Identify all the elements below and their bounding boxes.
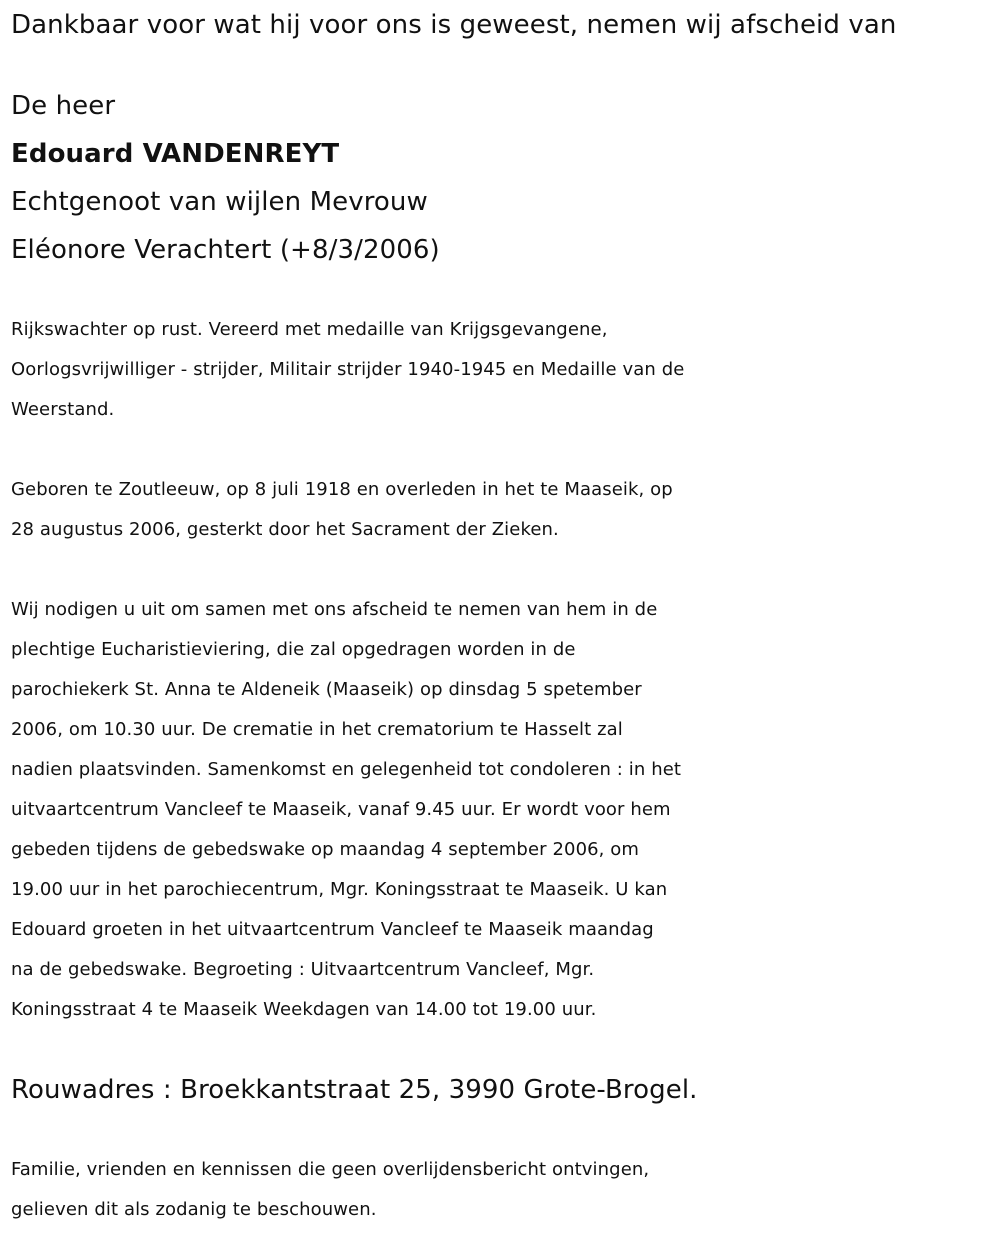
intro-text: Dankbaar voor wat hij voor ons is geweest, nemen wij afscheid van (11, 10, 897, 40)
ceremony-line: Edouard groeten in het uitvaartcentrum Vancleef te Maaseik maandag (11, 919, 654, 940)
ceremony-line: Wij nodigen u uit om samen met ons afscheid te nemen van hem in de (11, 599, 658, 620)
career-line: Weerstand. (11, 399, 115, 420)
ceremony-paragraph (11, 590, 996, 1030)
ceremony-line: uitvaartcentrum Vancleef te Maaseik, vanaf 9.45 uur. Er wordt voor hem (11, 799, 671, 820)
closing-paragraph (11, 1150, 996, 1230)
ceremony-line: na de gebedswake. Begroeting : Uitvaartcentrum Vancleef, Mgr. (11, 959, 595, 980)
closing-line: Familie, vrienden en kennissen die geen overlijdensbericht ontvingen, (11, 1159, 650, 1180)
deceased-name: Edouard VANDENREYT (11, 139, 340, 169)
spouse-line-1: Echtgenoot van wijlen Mevrouw (11, 187, 428, 217)
ceremony-line: gebeden tijdens de gebedswake op maandag 4 september 2006, om (11, 839, 640, 860)
spouse-line-2: Eléonore Verachtert (+8/3/2006) (11, 235, 440, 265)
birth-death-line: 28 augustus 2006, gesterkt door het Sacrament der Zieken. (11, 519, 559, 540)
closing-line: gelieven dit als zodanig te beschouwen. (11, 1199, 377, 1220)
ceremony-line: nadien plaatsvinden. Samenkomst en gelegenheid tot condoleren : in het (11, 759, 682, 780)
ceremony-line: Koningsstraat 4 te Maaseik Weekdagen van 14.00 tot 19.00 uur. (11, 999, 597, 1020)
ceremony-line: 2006, om 10.30 uur. De crematie in het crematorium te Hasselt zal (11, 719, 623, 740)
mourning-address: Rouwadres : Broekkantstraat 25, 3990 Grote-Brogel. (11, 1075, 698, 1105)
birth-death-line: Geboren te Zoutleeuw, op 8 juli 1918 en overleden in het te Maaseik, op (11, 479, 673, 500)
ceremony-line: plechtige Eucharistieviering, die zal opgedragen worden in de (11, 639, 576, 660)
ceremony-line: parochiekerk St. Anna te Aldeneik (Maaseik) op dinsdag 5 spetember (11, 679, 642, 700)
career-line: Rijkswachter op rust. Vereerd met medaille van Krijgsgevangene, (11, 319, 608, 340)
career-line: Oorlogsvrijwilliger - strijder, Militair strijder 1940-1945 en Medaille van de (11, 359, 685, 380)
ceremony-line: 19.00 uur in het parochiecentrum, Mgr. Koningsstraat te Maaseik. U kan (11, 879, 668, 900)
birth-death-paragraph (11, 470, 996, 550)
salutation: De heer (11, 91, 116, 121)
career-paragraph (11, 310, 996, 430)
